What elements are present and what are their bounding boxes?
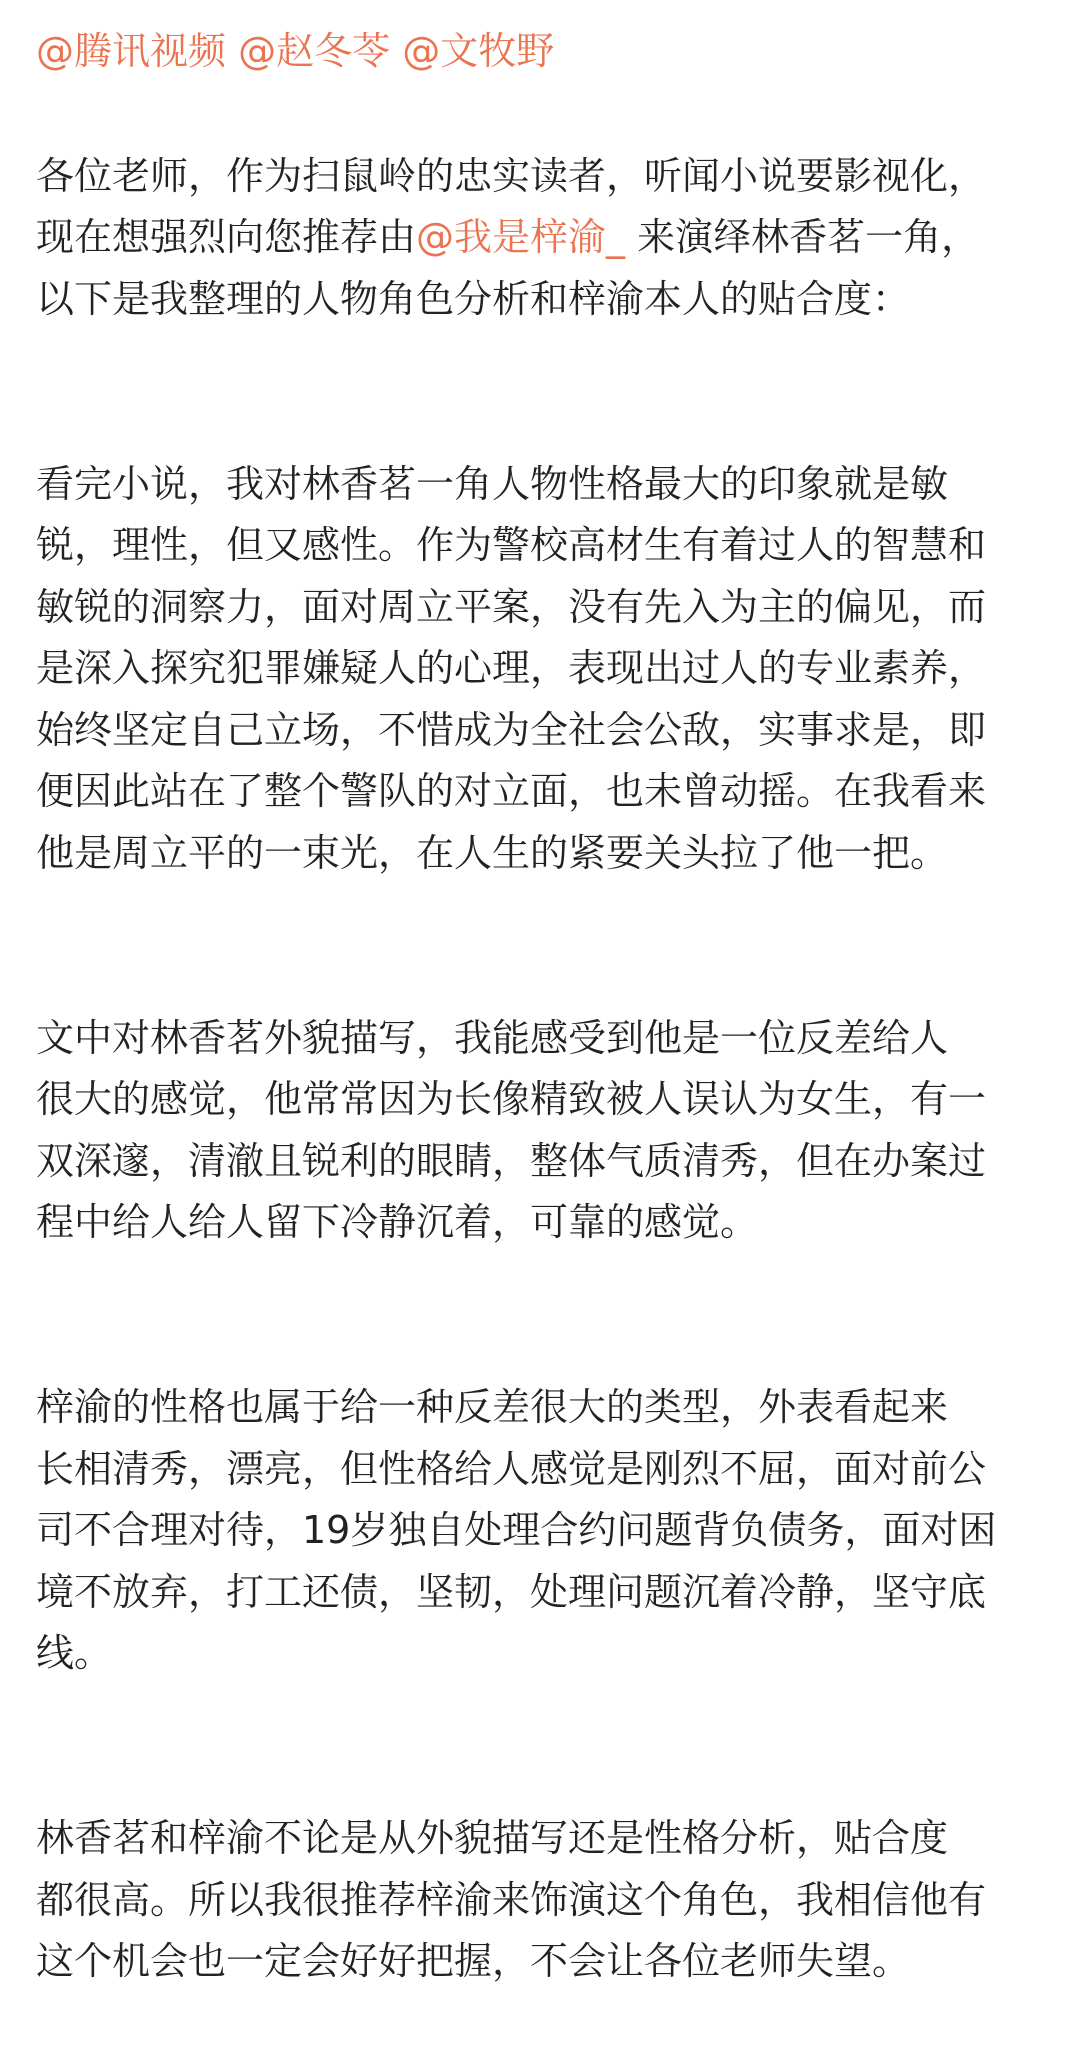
intro-text-after: 来演绎林香茗一角， 以下是我整理的人物角色分析和梓渝本人的贴合度： (36, 215, 980, 321)
paragraph-actor-personality: 梓渝的性格也属于给一种反差很大的类型，外表看起来 长相清秀，漂亮，但性格给人感觉是刚烈不屈，面对前公 司不合理对待，19岁独自处理合约问题背负债务，面对困 境不放弃，打工还债，坚韧，处理问题沉着冷静，坚守底 线。 (36, 1385, 997, 1675)
mention-line (36, 24, 1050, 78)
intro-paragraph (36, 146, 1050, 331)
intro-text-before: 各位老师，作为扫鼠岭的忠实读者，听闻小说要影视化， 现在想强烈向您推荐由 (36, 153, 987, 259)
mention-link-ziyu[interactable]: @我是梓渝_ (416, 215, 626, 259)
mention-link-tencent-video[interactable]: @腾讯视频 (36, 29, 227, 73)
paragraph-appearance: 文中对林香茗外貌描写，我能感受到他是一位反差给人 很大的感觉，他常常因为长像精致被人误认为女生，有一 双深邃，清澈且锐利的眼睛，整体气质清秀，但在办案过 程中给人给人留下冷静沉着，可靠的感觉。 (36, 1015, 987, 1244)
paragraph-conclusion: 林香茗和梓渝不论是从外貌描写还是性格分析，贴合度 都很高。所以我很推荐梓渝来饰演这个角色，我相信他有 这个机会也一定会好好把握，不会让各位老师失望。 (36, 1816, 987, 1983)
mention-link-zhao-dongling[interactable]: @赵冬苓 (238, 29, 391, 73)
paragraph-character-analysis: 看完小说，我对林香茗一角人物性格最大的印象就是敏 锐，理性，但又感性。作为警校高材生有着过人的智慧和 敏锐的洞察力，面对周立平案，没有先入为主的偏见，而 是深入探究犯罪嫌疑人的心理，表现出过人的专业素养， 始终坚定自己立场，不惜成为全社会公敌，实事求是，即 便因此站在了整个警队的对立面，也未曾动摇。在我看来 他是周立平的一束光，在人生的紧要关头拉了他一把。 (36, 461, 987, 875)
mention-link-wen-muye[interactable]: @文牧野 (402, 29, 555, 73)
post-body (36, 84, 1050, 2054)
